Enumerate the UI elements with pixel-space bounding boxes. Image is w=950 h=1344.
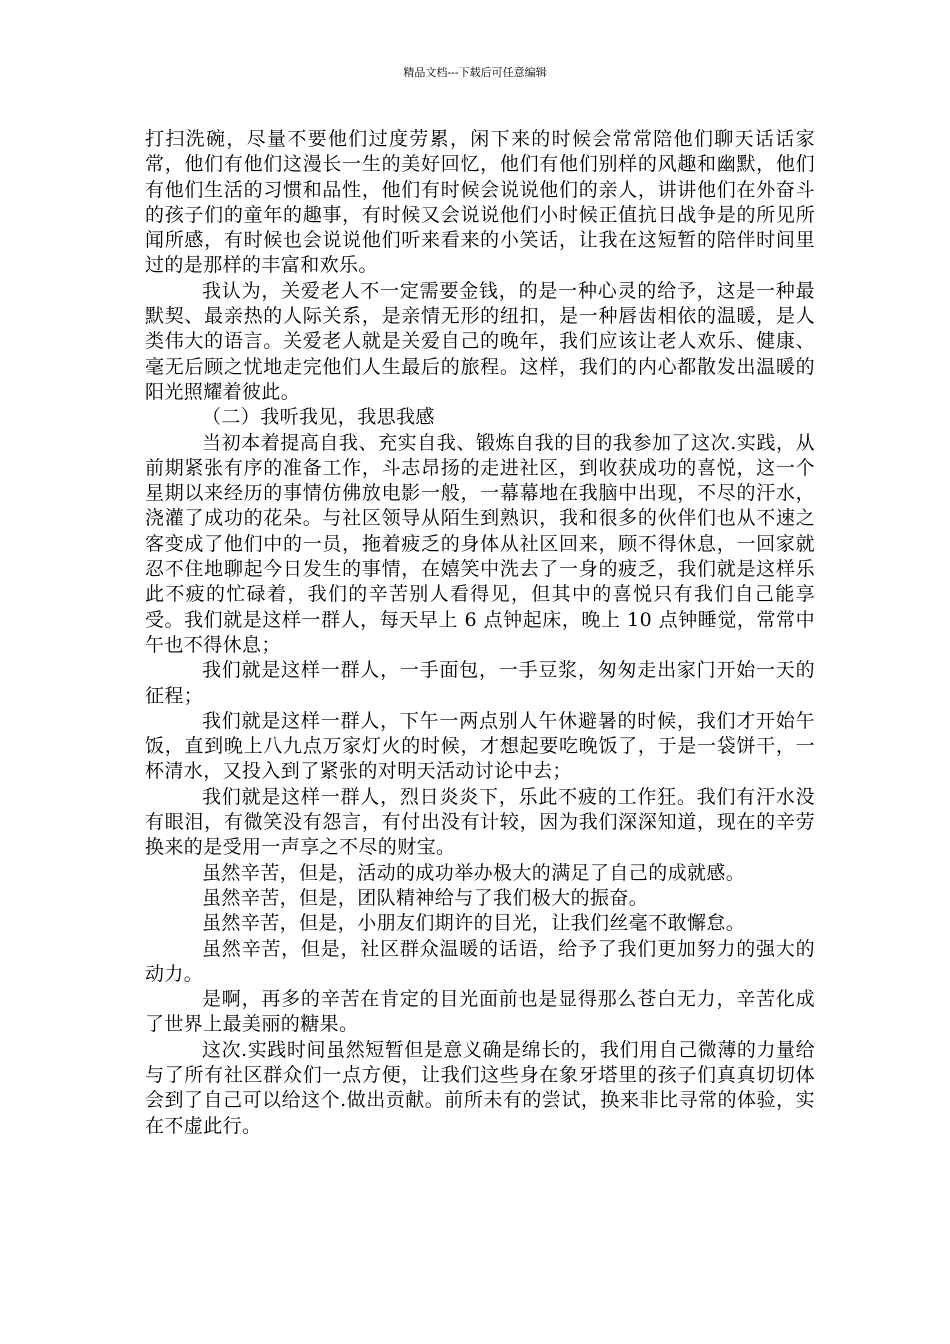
paragraph-practice-intro: 当初本着提高自我、充实自我、锻炼自我的目的我参加了这次.实践，从前期紧张有序的准备工作，斗志昂扬的走进社区，到收获成功的喜悦，这一个星期以来经历的事情仿佛放电影一般，一幕幕地在我脑中出现，不尽的汗水，浇灌了成功的花朵。与社区领导从陌生到熟识，我和很多的伙伴们也从不速之客变成了他们中的一员，拖着疲乏的身体从社区回来，顾不得休息，一回家就忍不住地聊起今日发生的事情，在嬉笑中洗去了一身的疲乏，我们就是这样乐此不疲的忙碌着，我们的辛苦别人看得见，但其中的喜悦只有我们自己能享受。我们就是这样一群人，每天早上 6 点钟起床，晚上 10 点钟睡觉，常常中午也不得休息； <box>145 431 815 656</box>
document-body <box>145 127 815 1139</box>
paragraph-group-lunch: 我们就是这样一群人，下午一两点别人午休避暑的时候，我们才开始午饭，直到晚上八九点万家灯火的时候，才想起要吃晚饭了，于是一袋饼干，一杯清水，又投入到了紧张的对明天活动讨论中去； <box>145 709 815 783</box>
paragraph-hard-community: 虽然辛苦，但是，社区群众温暖的话语，给予了我们更加努力的强大的动力。 <box>145 937 815 985</box>
section-heading: （二）我听我见，我思我感 <box>202 406 435 429</box>
paragraph-conclusion: 这次.实践时间虽然短暂但是意义确是绵长的，我们用自己微薄的力量给与了所有社区群众们一点方便，让我们这些身在象牙塔里的孩子们真真切切体会到了自己可以给这个.做出贡献。前所未有的尝试，换来非比寻常的体验，实在不虚此行。 <box>145 1038 815 1137</box>
paragraph-hard-children: 虽然辛苦，但是，小朋友们期许的目光，让我们丝毫不敢懈怠。 <box>202 912 746 935</box>
paragraph-candy: 是啊，再多的辛苦在肯定的目光面前也是显得那么苍白无力，辛苦化成了世界上最美丽的糖果。 <box>145 988 815 1036</box>
paragraph-hard-team: 虽然辛苦，但是，团队精神给与了我们极大的振奋。 <box>202 886 649 909</box>
paragraph-group-work: 我们就是这样一群人，烈日炎炎下，乐此不疲的工作狂。我们有汗水没有眼泪，有微笑没有怨言，有付出没有计较，因为我们深深知道，现在的辛劳换来的是受用一声享之不尽的财宝。 <box>145 785 815 859</box>
paragraph-care-elderly: 我认为，关爱老人不一定需要金钱，的是一种心灵的给予，这是一种最默契、最亲热的人际关系，是亲情无形的纽扣，是一种唇齿相依的温暖，是人类伟大的语言。关爱老人就是关爱自己的晚年，我们应该让老人欢乐、健康、毫无后顾之忧地走完他们人生最后的旅程。这样，我们的内心都散发出温暖的阳光照耀着彼此。 <box>145 279 815 403</box>
paragraph-group-morning: 我们就是这样一群人，一手面包，一手豆浆，匆匆走出家门开始一天的征程； <box>145 659 815 707</box>
page-header: 精品文档---下载后可任意编辑 <box>403 66 547 79</box>
paragraph-hard-achievement: 虽然辛苦，但是，活动的成功举办极大的满足了自己的成就感。 <box>202 861 746 884</box>
paragraph-continuation: 打扫洗碗，尽量不要他们过度劳累，闲下来的时候会常常陪他们聊天话话家常，他们有他们这漫长一生的美好回忆，他们有他们别样的风趣和幽默，他们有他们生活的习惯和品性，他们有时候会说说他们的亲人，讲讲他们在外奋斗的孩子们的童年的趣事，有时候又会说说他们小时候正值抗日战争是的所见所闻所感，有时候也会说说他们听来看来的小笑话，让我在这短暂的陪伴时间里过的是那样的丰富和欢乐。 <box>145 128 815 277</box>
